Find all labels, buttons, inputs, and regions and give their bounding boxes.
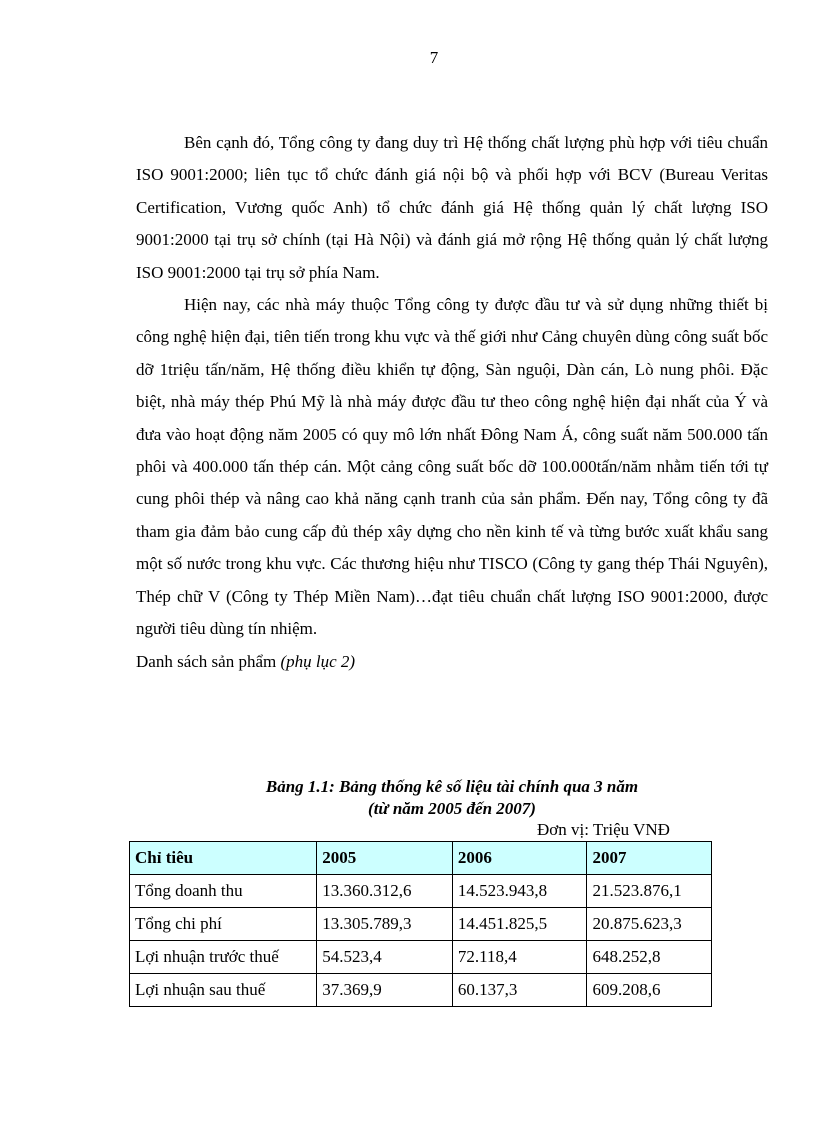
table-cell: 37.369,9 — [317, 974, 453, 1007]
table-caption — [136, 776, 768, 820]
table-cell: 20.875.623,3 — [587, 908, 712, 941]
table-cell: 648.252,8 — [587, 941, 712, 974]
paragraph-technology: Hiện nay, các nhà máy thuộc Tổng công ty được đầu tư và sử dụng những thiết bị công nghệ hiện đại, tiên tiến trong khu vực và thế giới như Cảng chuyên dùng công suất bốc dỡ 1triệu tấn/năm, Hệ thống điều khiển tự động, Sàn nguội, Dàn cán, Lò nung phôi. Đặc biệt, nhà máy thép Phú Mỹ là nhà máy được đầu tư theo công nghệ hiện đại nhất của Ý và đưa vào hoạt động năm 2005 có quy mô lớn nhất Đông Nam Á, công suất năm 500.000 tấn phôi và 400.000 tấn thép cán. Một cảng công suất bốc dỡ 100.000tấn/năm nhằm tiến tới tự cung phôi thép và nâng cao khả năng cạnh tranh của sản phẩm. Đến nay, Tổng công ty đã tham gia đảm bảo cung cấp đủ thép xây dựng cho nền kinh tế và từng bước xuất khẩu sang một số nước trong khu vực. Các thương hiệu như TISCO (Công ty gang thép Thái Nguyên), Thép chữ V (Công ty Thép Miền Nam)…đạt tiêu chuẩn chất lượng ISO 9001:2000, được người tiêu dùng tín nhiệm. — [136, 295, 768, 639]
table-cell: Lợi nhuận sau thuế — [130, 974, 317, 1007]
table-row — [130, 941, 712, 974]
table-cell: 60.137,3 — [452, 974, 587, 1007]
table-caption-period: (từ năm 2005 đến 2007) — [368, 799, 536, 818]
table-cell: Tổng doanh thu — [130, 875, 317, 908]
table-row — [130, 974, 712, 1007]
table-cell: 13.305.789,3 — [317, 908, 453, 941]
header-2007: 2007 — [587, 842, 712, 875]
table-cell: 72.118,4 — [452, 941, 587, 974]
body-text — [136, 127, 768, 678]
appendix-reference: (phụ lục 2) — [280, 651, 356, 671]
paragraph-iso-quality: Bên cạnh đó, Tổng công ty đang duy trì Hệ thống chất lượng phù hợp với tiêu chuẩn ISO 9001:2000; liên tục tổ chức đánh giá nội bộ và phối hợp với BCV (Bureau Veritas Certification, Vương quốc Anh) tổ chức đánh giá Hệ thống quản lý chất lượng ISO 9001:2000 tại trụ sở chính (tại Hà Nội) và đánh giá mở rộng Hệ thống quản lý chất lượng ISO 9001:2000 tại trụ sở phía Nam. — [136, 133, 768, 282]
table-cell: Lợi nhuận trước thuế — [130, 941, 317, 974]
table-caption-title: Bảng 1.1: Bảng thống kê số liệu tài chính qua 3 năm — [265, 777, 639, 796]
product-list-line — [136, 646, 768, 678]
product-list-label: Danh sách sản phẩm — [136, 651, 281, 671]
table-cell: 609.208,6 — [587, 974, 712, 1007]
header-2005: 2005 — [317, 842, 453, 875]
table-header-row — [130, 842, 712, 875]
header-2006: 2006 — [452, 842, 587, 875]
table-cell: 54.523,4 — [317, 941, 453, 974]
table-row — [130, 875, 712, 908]
table-cell: 14.523.943,8 — [452, 875, 587, 908]
financial-table — [129, 841, 712, 1007]
table-cell: Tổng chi phí — [130, 908, 317, 941]
header-indicator: Chỉ tiêu — [130, 842, 317, 875]
table-cell: 21.523.876,1 — [587, 875, 712, 908]
table-cell: 14.451.825,5 — [452, 908, 587, 941]
table-unit-label: Đơn vị: Triệu VNĐ — [537, 820, 670, 839]
table-row — [130, 908, 712, 941]
table-cell: 13.360.312,6 — [317, 875, 453, 908]
page-number: 7 — [429, 48, 439, 67]
